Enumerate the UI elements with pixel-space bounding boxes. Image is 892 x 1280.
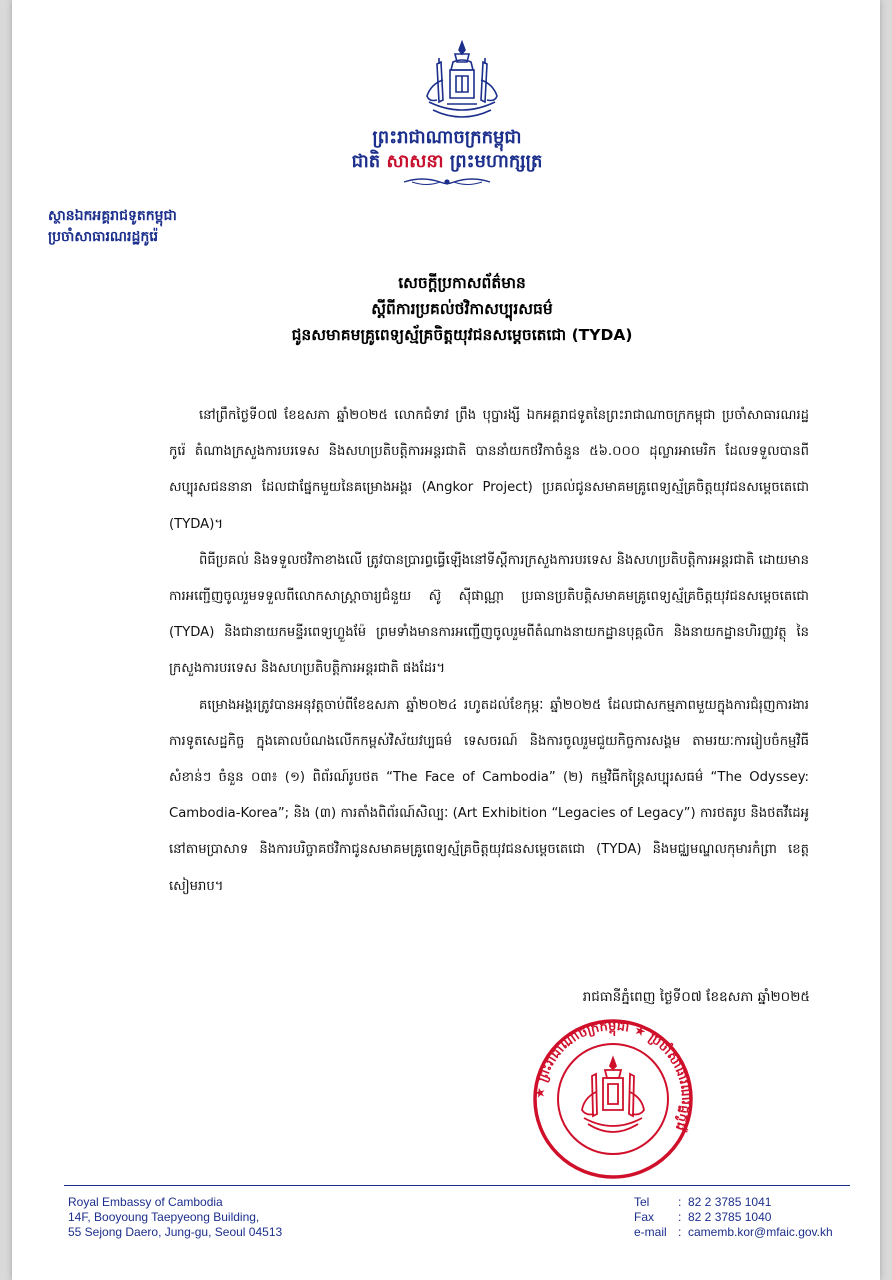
fax-row: Fax : 82 2 3785 1040 — [634, 1210, 772, 1224]
embassy-line-1: ស្ថានឯកអគ្គរាជទូតកម្ពុជា — [48, 208, 177, 224]
royal-crest-icon — [417, 40, 507, 122]
motto-religion: សាសនា — [386, 151, 444, 172]
ornament-divider-icon — [402, 176, 492, 188]
tel-row: Tel : 82 2 3785 1041 — [634, 1195, 772, 1209]
national-motto — [302, 150, 592, 174]
embassy-address — [68, 1195, 282, 1240]
footer-divider — [64, 1185, 850, 1186]
svg-text:★ ព្រះរាជាណាចក្រកម្ពុជា ★ ប្រច — [533, 1019, 694, 1134]
document-page — [12, 0, 880, 1280]
embassy-line-2: ប្រចាំសាធារណរដ្ឋកូរ៉េ — [48, 229, 159, 245]
heading-line-3: ជូនសមាគមគ្រូពេទ្យស្ម័គ្រចិត្តយុវជនសម្តេចតេជោ (TYDA) — [291, 326, 633, 344]
press-release-body — [169, 398, 809, 905]
paragraph-3: គម្រោងអង្គរត្រូវបានអនុវត្តចាប់ពីខែឧសភា ឆ្នាំ២០២៤ រហូតដល់ខែកុម្ភៈ ឆ្នាំ២០២៥ ដែលជាសកម្មភាពមួយក្នុងការជំរុញការងារការទូតសេដ្ឋកិច្ច ក្នុងគោលបំណងលើកកម្ពស់វិស័យវប្បធម៌ ទេសចរណ៍ និងការចូលរួមជួយកិច្ចការសង្គម តាមរយៈការរៀបចំកម្មវិធីសំខាន់ៗ ចំនួន ០៣៖ (១) ពិព័រណ៍រូបថត “The Face of Cambodia” (២) កម្មវិធីកន្ត្រៃសប្បុរសធម៌ “The Odyssey: Cambodia-Korea”; និង (៣) ការតាំងពិព័រណ៍សិល្បៈ (Art Exhibition “Legacies of Legacy”) ការថតរូប និងថតវីដេអូនៅតាមប្រាសាទ និងការបរិច្ចាគថវិកាជូនសមាគមគ្រូពេទ្យស្ម័គ្រចិត្តយុវជនសម្តេចតេជោ (TYDA) និងមជ្ឈមណ្ឌលកុមារកំព្រា ខេត្តសៀមរាប។ — [169, 697, 809, 894]
embassy-name — [48, 206, 278, 248]
motto-nation: ជាតិ — [351, 151, 381, 172]
kingdom-header — [302, 126, 592, 188]
heading-line-2: ស្តីពីការប្រគល់ថវិកាសប្បុរសធម៌ — [371, 300, 553, 318]
signature-date: រាជធានីភ្នំពេញ ថ្ងៃទី០៧ ខែឧសភា ឆ្នាំ២០២៥ — [582, 989, 810, 1005]
fax-value: 82 2 3785 1040 — [688, 1210, 772, 1224]
address-line-1: Royal Embassy of Cambodia — [68, 1195, 223, 1209]
fax-label: Fax — [634, 1210, 655, 1224]
press-release-heading — [162, 270, 762, 348]
motto-king: ព្រះមហាក្សត្រ — [449, 151, 543, 172]
address-line-3: 55 Sejong Daero, Jung-gu, Seoul 04513 — [68, 1225, 283, 1239]
heading-line-1: សេចក្តីប្រកាសព័ត៌មាន — [398, 274, 526, 292]
official-seal-icon — [524, 1018, 702, 1180]
kingdom-title: ព្រះរាជាណាចក្រកម្ពុជា — [372, 127, 522, 148]
address-line-2: 14F, Booyoung Taepyeong Building, — [68, 1210, 260, 1224]
paragraph-2: ពិធីប្រគល់ និងទទួលថវិកាខាងលើ ត្រូវបានប្រារព្ធធ្វើឡើងនៅទីស្តីការក្រសួងការបរទេស និងសហប្រតិបត្តិការអន្តរជាតិ ដោយមានការអញ្ជើញចូលរួមទទួលពីលោកសាស្ត្រាចារ្យជំនួយ ស៊ូ ស៊ីផាណ្ណា ប្រធានប្រតិបត្តិសមាគមគ្រូពេទ្យស្ម័គ្រចិត្តយុវជនសម្តេចតេជោ (TYDA) និងជានាយកមន្ទីរពេទ្យហ្លួងម៉ែ ព្រមទាំងមានការអញ្ជើញចូលរួមពីតំណាងនាយកដ្ឋានបុគ្គលិក និងនាយកដ្ឋានហិរញ្ញវត្ថុ នៃក្រសួងការបរទេស និងសហប្រតិបត្តិការអន្តរជាតិ ផងដែរ។ — [169, 552, 809, 677]
tel-value: 82 2 3785 1041 — [688, 1195, 772, 1209]
seal-text: ★ ព្រះរាជាណាចក្រកម្ពុជា ★ ប្រចាំសាធារណរដ្ឋកូរ៉េ — [532, 1018, 694, 1133]
email-row: e-mail : camemb.kor@mfaic.gov.kh — [634, 1225, 833, 1239]
paragraph-1: នៅព្រឹកថ្ងៃទី០៧ ខែឧសភា ឆ្នាំ២០២៥ លោកជំទាវ ព្រឹង បុប្ផារង្សី ឯកអគ្គរាជទូតនៃព្រះរាជាណាចក្រកម្ពុជា ប្រចាំសាធារណរដ្ឋកូរ៉េ តំណាងក្រសួងការបរទេស និងសហប្រតិបត្តិការអន្តរជាតិ បាននាំយកថវិកាចំនួន ៥៦.០០០ ដុល្លារអាមេរិក ដែលទទួលបានពីសប្បុរសជននានា ដែលជាផ្នែកមួយនៃគម្រោងអង្គរ (Angkor Project) ប្រគល់ជូនសមាគមគ្រូពេទ្យស្ម័គ្រចិត្តយុវជនសម្តេចតេជោ (TYDA)។ — [169, 408, 809, 532]
embassy-contact — [634, 1195, 833, 1240]
email-value[interactable]: camemb.kor@mfaic.gov.kh — [688, 1225, 833, 1239]
tel-label: Tel — [634, 1195, 650, 1209]
email-label: e-mail — [634, 1225, 667, 1239]
